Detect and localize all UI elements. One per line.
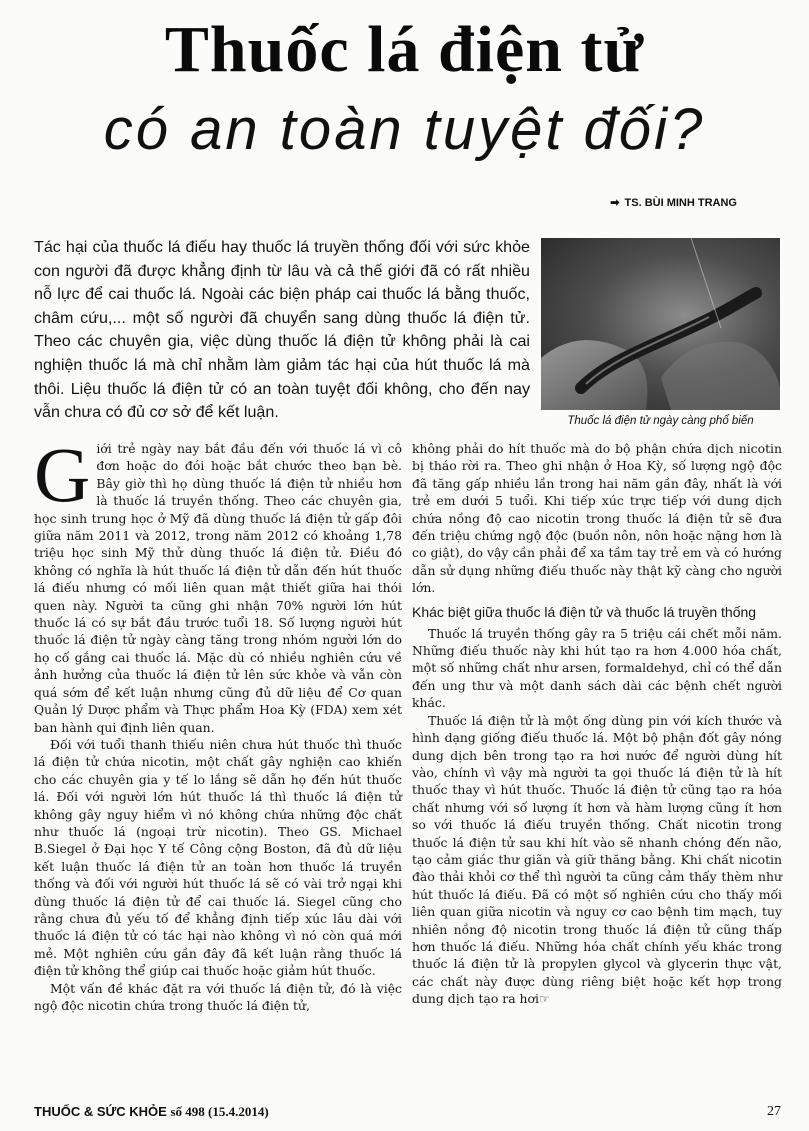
right-paragraph-3-text: Thuốc lá điện tử là một ống dùng pin với kích thước và hình dạng giống điếu thuốc lá. Một bộ phận đốt gây nóng dung dịch bên trong tạo ra hơi nước để người dùng hít vào, chính vì vậy mà người ta gọi thuốc lá điện tử là hít thuốc thay vì hút thuốc. Thuốc lá điện tử cũng tạo ra hóa chất nhưng với số lượng ít hơn và hàm lượng cũng ít hơn so với thuốc lá điếu truyền thống. Chất nicotin trong thuốc lá điện tử sau khi hít vào sẽ nhanh chóng đến não, tạo cảm giác thư giãn và giữ thăng bằng. Khi chất nicotin đào thải khỏi cơ thể thì người ta cũng cảm thấy thèm như hút thuốc lá điếu. Đã có một số nghiên cứu cho thấy mối liên quan giữa nicotin và nguy cơ cao bệnh tim mạch, tuy nhiên nồng độ nicotin trong thuốc lá điện tử cũng thấp hơn thuốc lá điếu. Những hóa chất chính yếu khác trong thuốc lá điện tử là propylen glycol và glycerin thực vật, các chất này được dùng riêng biệt hoặc kết hợp trong dung dịch tạo ra hơi [412, 712, 782, 1007]
magazine-name: THUỐC & SỨC KHỎE [34, 1104, 167, 1119]
footer-magazine [34, 1104, 269, 1120]
page-number: 27 [767, 1104, 781, 1119]
issue-info: số 498 (15.4.2014) [170, 1104, 269, 1119]
section-subheading: Khác biệt giữa thuốc lá điện tử và thuốc lá truyền thống [412, 603, 757, 620]
title-line-1: Thuốc lá điện tử [164, 13, 645, 86]
e-cigarette-illustration [541, 238, 780, 410]
title-line-2: có an toàn tuyệt đối? [103, 97, 706, 162]
right-paragraph-2: Thuốc lá truyền thống gây ra 5 triệu cái chết mỗi năm. Những điếu thuốc này khi hút tạo ra hơn 4.000 hóa chất, một số những chất như arsen, formaldehyd, chỉ có thể dẫn đến ung thư và một danh sách dài các bệnh chết người khác. [412, 625, 782, 711]
author-byline [610, 196, 737, 209]
continue-pointer-icon: ☞ [538, 992, 550, 1007]
e-cigarette-photo [541, 238, 780, 410]
left-column [34, 431, 402, 1014]
author-name: TS. BÙI MINH TRANG [624, 197, 737, 209]
left-paragraph-1: iới trẻ ngày nay bắt đầu đến với thuốc lá vì cô đơn hoặc do đói hoặc bắt chước theo bạn bè. Bây giờ thì họ dùng thuốc lá điện tử nhiều hơn là thuốc lá truyền thống. Theo các chuyên gia, học sinh trung học ở Mỹ đã dùng thuốc lá điện tử gấp đôi giữa năm 2011 và 2012, trong năm 2012 có khoảng 1,78 triệu học sinh Mỹ thử dùng thuốc lá điện tử. Điều đó không có nghĩa là hút thuốc lá điện tử dẫn đến hút thuốc lá điếu nhưng có mối liên quan mật thiết giữa hai thói quen này. Người ta cũng ghi nhận 70% người lớn hút thuốc lá có sự bắt đầu trước tuổi 18. Số lượng người hút thuốc lá điện tử ngày càng tăng trong nhóm người lớn do họ cố gắng cai thuốc lá. Mặc dù có nhiều nghiên cứu về ảnh hưởng của thuốc lá điện tử lên sức khỏe và vẫn còn quá sớm để kết luận nhưng cũng đủ dữ liệu để Cơ quan Quản lý Dược phẩm và Thực phẩm Hoa Kỳ (FDA) xem xét ban hành qui định liên quan. [34, 441, 402, 735]
right-paragraph-1: không phải do hít thuốc mà do bộ phận chứa dịch nicotin bị tháo rời ra. Theo ghi nhận ở Hoa Kỳ, số lượng ngộ độc đã tăng gấp nhiều lần trong hai năm gần đây, nhất là với trẻ em dưới 5 tuổi. Khi tiếp xúc trực tiếp với dung dịch chứa nồng độ cao nicotin trong thuốc lá điện tử sẽ đưa đến triệu chứng ngộ độc (buồn nôn, nôn hoặc nặng hơn là co giật), do vậy cần phải để xa tầm tay trẻ em và có hướng dẫn sử dụng những điếu thuốc này thật kỹ càng cho người lớn. [412, 441, 782, 596]
left-paragraph-2: Đối với tuổi thanh thiếu niên chưa hút thuốc thì thuốc lá điện tử chứa nicotin, một chất gây nghiện cao khiến cho các chuyên gia y tế lo lắng sẽ dẫn họ đến hút thuốc lá. Đối với người lớn hút thuốc lá thì thuốc lá điện tử không gây nguy hiểm vì nó không chứa những độc chất như thuốc lá (ngoại trừ nicotin). Theo GS. Michael B.Siegel ở Đại học Y tế Công cộng Boston, đã đủ dữ liệu kết luận thuốc lá điện tử an toàn hơn thuốc lá truyền thống và đối với người hút thuốc lá sẽ có vài trở ngại khi dùng thuốc lá điện tử để cai thuốc lá. Siegel cũng cho rằng chưa đủ yếu tố để khẳng định tiếp xúc lâu dài với thuốc lá điện tử có tác hại nào không vì nó còn quá mới mẻ. Một nghiên cứu gần đây đã kết luận rằng thuốc lá điện tử không thể giúp cai thuốc hoặc giảm hút thuốc. [34, 736, 402, 979]
lead-paragraph: Tác hại của thuốc lá điếu hay thuốc lá truyền thống đối với sức khỏe con người đã được khẳng định từ lâu và cả thế giới đã có rất nhiều nỗ lực để cai thuốc lá. Ngoài các biện pháp cai thuốc lá bằng thuốc, châm cứu,... một số người đã chuyển sang dùng thuốc lá điện tử. Theo các chuyên gia, việc dùng thuốc lá điện tử không phải là cai nghiện thuốc lá mà chỉ nhằm làm giảm tác hại của hút thuốc lá mà thôi. Liệu thuốc lá điện tử có an toàn tuyệt đối không, cho đến nay vẫn chưa có đủ cơ sở để kết luận. [34, 238, 530, 422]
photo-caption: Thuốc lá điện tử ngày càng phổ biến [567, 415, 754, 427]
drop-cap: G [34, 431, 91, 518]
right-column [412, 440, 782, 1009]
left-paragraph-3: Một vấn đề khác đặt ra với thuốc lá điện tử, đó là việc ngộ độc nicotin chứa trong thuốc lá điện tử, [34, 980, 402, 1013]
arrow-icon: ➡ [610, 197, 620, 209]
right-paragraph-3 [412, 712, 782, 1009]
